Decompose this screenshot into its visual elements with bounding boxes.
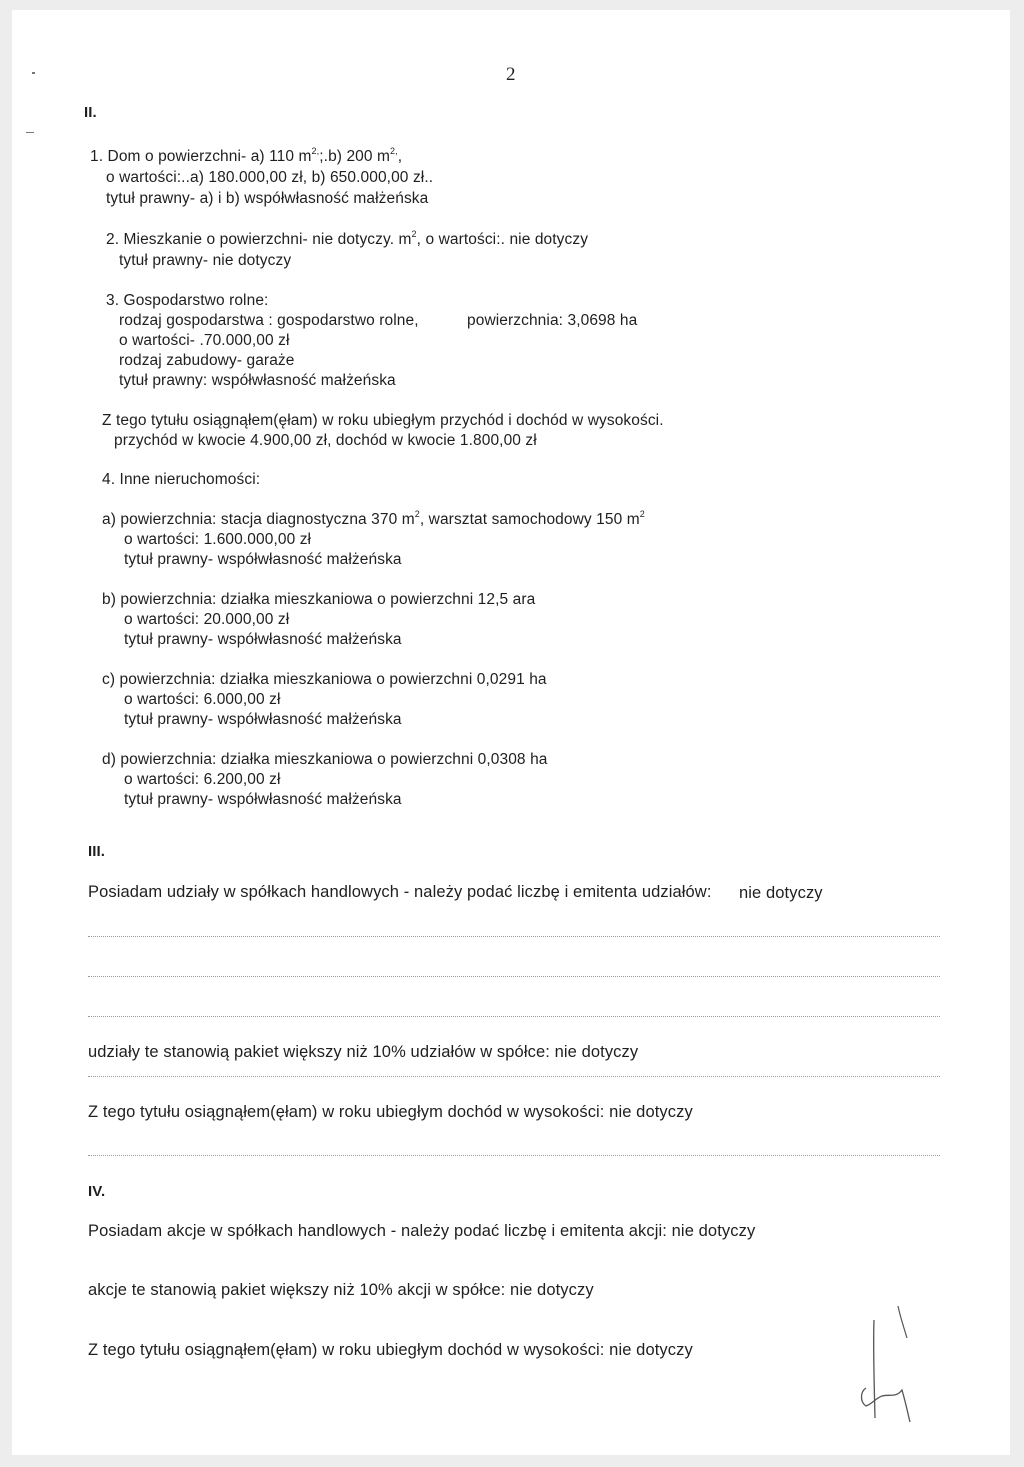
shares-income-statement: Z tego tytułu osiągnąłem(ęłam) w roku ubiegłym dochód w wysokości: nie dotyczy xyxy=(88,1103,693,1121)
item-4d-area: d) powierzchnia: działka mieszkaniowa o powierzchni 0,0308 ha xyxy=(102,751,548,768)
item-3-farm-area: powierzchnia: 3,0698 ha xyxy=(467,312,638,329)
section-ii-heading: II. xyxy=(84,104,97,121)
item-1-value: o wartości:..a) 180.000,00 zł, b) 650.000,00 zł.. xyxy=(106,169,434,186)
item-2-apartment: 2. Mieszkanie o powierzchni- nie dotyczy. $m^2$, o wartości:. nie dotyczy xyxy=(106,229,589,248)
scan-mark xyxy=(32,72,35,74)
item-1-title: tytuł prawny- a) i b) współwłasność małżeńska xyxy=(106,190,429,207)
item-2-title: tytuł prawny- nie dotyczy xyxy=(119,252,292,269)
item-1-house-area: 1. Dom o powierzchni- a) 110 $m^{2,};.b$) 200 $m^{2,}$, xyxy=(90,146,403,165)
dotted-line xyxy=(88,1016,940,1017)
section-iii-heading: III. xyxy=(88,843,106,860)
item-3-value: o wartości- .70.000,00 zł xyxy=(119,332,290,349)
shares-answer: nie dotyczy xyxy=(739,884,823,902)
item-3-buildings: rodzaj zabudowy- garaże xyxy=(119,352,295,369)
document-page xyxy=(12,10,1010,1455)
shares-package-statement: udziały te stanowią pakiet większy niż 10% udziałów w spółce: nie dotyczy xyxy=(88,1043,639,1061)
item-4d-value: o wartości: 6.200,00 zł xyxy=(124,771,281,788)
dotted-line xyxy=(88,1155,940,1156)
item-4c-area: c) powierzchnia: działka mieszkaniowa o powierzchni 0,0291 ha xyxy=(102,671,547,688)
farm-income-statement: Z tego tytułu osiągnąłem(ęłam) w roku ubiegłym przychód i dochód w wysokości. xyxy=(102,412,664,429)
scan-mark xyxy=(26,132,34,133)
item-4d-title: tytuł prawny- współwłasność małżeńska xyxy=(124,791,402,808)
item-4b-value: o wartości: 20.000,00 zł xyxy=(124,611,290,628)
dotted-line xyxy=(88,1076,940,1077)
section-iv-heading: IV. xyxy=(88,1183,106,1200)
item-3-farm-type: rodzaj gospodarstwa : gospodarstwo rolne, xyxy=(119,312,419,329)
handwritten-signature xyxy=(852,1306,922,1426)
item-4a-title: tytuł prawny- współwłasność małżeńska xyxy=(124,551,402,568)
shares-statement: Posiadam udziały w spółkach handlowych - należy podać liczbę i emitenta udziałów: xyxy=(88,883,712,901)
page-number: 2 xyxy=(506,64,516,85)
item-4b-area: b) powierzchnia: działka mieszkaniowa o powierzchni 12,5 ara xyxy=(102,591,536,608)
item-4a-value: o wartości: 1.600.000,00 zł xyxy=(124,531,312,548)
item-4a-area: a) powierzchnia: stacja diagnostyczna 370 $m^2$, warsztat samochodowy 150 $m^2$ xyxy=(102,509,645,528)
stocks-statement: Posiadam akcje w spółkach handlowych - należy podać liczbę i emitenta akcji: nie dotyczy xyxy=(88,1222,756,1240)
stocks-package-statement: akcje te stanowią pakiet większy niż 10% akcji w spółce: nie dotyczy xyxy=(88,1281,594,1299)
dotted-line xyxy=(88,936,940,937)
dotted-line xyxy=(88,976,940,977)
item-4c-value: o wartości: 6.000,00 zł xyxy=(124,691,281,708)
item-4b-title: tytuł prawny- współwłasność małżeńska xyxy=(124,631,402,648)
item-3-farm: 3. Gospodarstwo rolne: xyxy=(106,292,269,309)
stocks-income-statement: Z tego tytułu osiągnąłem(ęłam) w roku ubiegłym dochód w wysokości: nie dotyczy xyxy=(88,1341,693,1359)
item-4-other-property: 4. Inne nieruchomości: xyxy=(102,471,261,488)
item-4c-title: tytuł prawny- współwłasność małżeńska xyxy=(124,711,402,728)
farm-income-amounts: przychód w kwocie 4.900,00 zł, dochód w kwocie 1.800,00 zł xyxy=(114,432,537,449)
item-3-title: tytuł prawny: współwłasność małżeńska xyxy=(119,372,396,389)
